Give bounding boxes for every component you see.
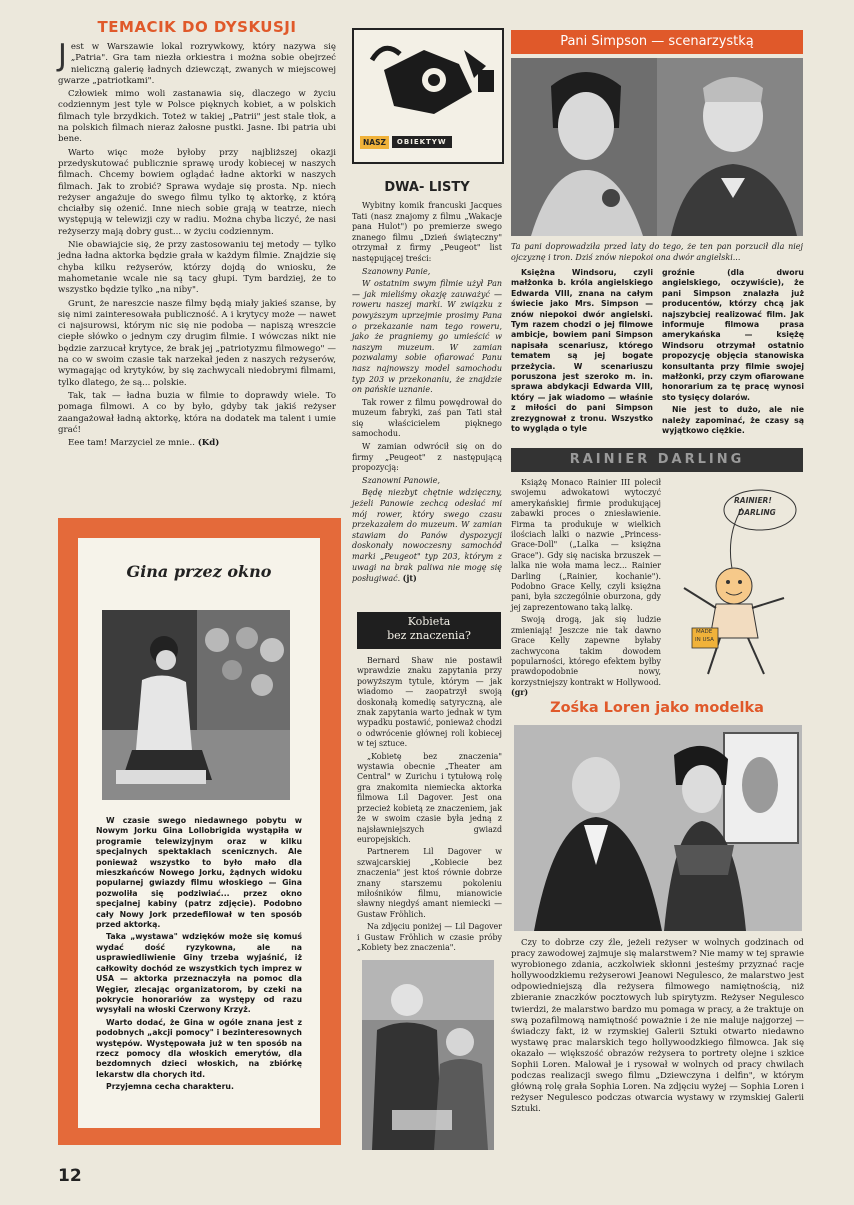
simpson-paragraph: Nie jest to dużo, ale nie należy zapominać, że czasy są wyjątkowo ciężkie. bbox=[662, 405, 804, 436]
rainier-headline: RAINIER DARLING bbox=[569, 452, 745, 467]
gina-paragraph: W czasie swego niedawnego pobytu w Nowym Jorku Gina Lollobrigida wystąpiła w programie telewizyjnym oraz w kilku specjalnych spektaklach scenicznych. Ale ponieważ wszystko to było mało dla mieszkańców Nowego Jorku, żądnych widoku popularnej gwiazdy filmu włoskiego — Gina pozwoliła się podziwiać... przez okno specjalnej kabiny (patrz zdjęcie). Podobno cały Nowy Jork przedefilował w ten sposób przed aktorką. bbox=[96, 816, 302, 930]
loren-photo-image bbox=[514, 725, 802, 931]
doll-tag-text-2: IN USA bbox=[695, 637, 714, 643]
gina-paragraph: Taka „wystawa" wdzięków może się komuś wydać dość ryzykowna, ale na usprawiedliwienie Giny trzeba wyjaśnić, iż całkowity dochód ze wszystkich tych imprez w USA — aktorka przeznaczyła na pomoc dla Węgier, zlecając organizatorom, by czeki na pokrycie honorariów za występy od razu wysyłali na włoski Czerwony Krzyż. bbox=[96, 932, 302, 1015]
temacik-paragraph: Tak, tak — ładna buzia w filmie to doprawdy wiele. To pomaga filmowi. A co by było, gdyby tak jakiś reżyser zaangażował ładną aktorkę, która na dodatek ma talent i umie grać! bbox=[58, 390, 336, 435]
letter-salutation: Szanowny Panie, bbox=[362, 266, 431, 276]
logo-part-obiektyw: OBIEKTYW bbox=[392, 136, 452, 148]
kobieta-headline-line1: Kobieta bbox=[407, 615, 451, 628]
rainier-paragraph: Swoją drogą, jak się ludzie zmieniają! Jeszcze nie tak dawno Grace Kelly zapewne byłaby zachwycona takim dowodem popularności, którego efektem byłby prawdopodobnie nowy, korzystniejszy kontrakt w Hollywood. bbox=[511, 615, 661, 687]
letter-body: Będę niezbyt chętnie wdzięczny, jeżeli Panowie zechcą odesłać mi mój rower, który swego czasu przekazałem do muzeum. W zamian stawiam do Panów dyspozycji doskonały nowoczesny samochód marki „Peugeot" typ 203, którym z uwagi na brak paliwa nie mogę się posługiwać. bbox=[352, 488, 502, 584]
temacik-signature: (Kd) bbox=[197, 438, 220, 449]
dwa-listy-paragraph: Wybitny komik francuski Jacques Tati (nasz znajomy z filmu „Wakacje pana Hulot") po premierze swego znanego filmu „Dzień świąteczny" otrzymał z firmy „Peugeot" list następującej treści: bbox=[352, 201, 502, 263]
drop-cap: J bbox=[58, 38, 67, 73]
gina-paragraph: Warto dodać, że Gina w ogóle znana jest z podobnych „akcji pomocy" i bezinteresownych występów. Występowała już w ten sposób na rzecz pomocy dla włoskich emerytów, dla bezdomnych dzieci włoskich, na zbiórkę lekarstw dla chorych itd. bbox=[96, 1017, 302, 1079]
letter-salutation: Szanowni Panowie, bbox=[362, 475, 440, 485]
temacik-paragraph: Nie obawiajcie się, że przy zastosowaniu tej metody — tylko jedna ładna aktorka będzie grała w każdym filmie. Znajdzie się chyba kilku reżyserów, którzy dojdą do wniosku, że mahometanie wcale nie są tacy głupi. Tym bardziej, że to wszystko będzie tylko „na niby". bbox=[58, 240, 336, 296]
gina-inner bbox=[78, 538, 320, 1128]
rainier-headline-bar bbox=[511, 448, 803, 472]
simpson-photo-image bbox=[511, 58, 803, 236]
loren-headline: Zośka Loren jako modelka bbox=[550, 700, 764, 716]
temacik-paragraph: Grunt, że nareszcie nasze filmy będą miały jakieś szanse, by się nimi zainteresowała publiczność. A i krytycy może — nawet ci najsurowsi, którym nic się nie podoba — napiszą wreszcie ciepłe słówko o jednym czy drugim filmie. I wówczas nikt nie będzie zarzucał krytyce, że brak jej „patriotyzmu filmowego" — na co w swoim czasie tak narzekał jeden z naszych reżyserów, wymagając od krytyków, by się zachwycali niedobrymi filmami, tylko dlatego, że są... polskie. bbox=[58, 298, 336, 388]
loren-article bbox=[511, 938, 804, 1118]
logo-part-nasz: NASZ bbox=[360, 136, 389, 149]
rainier-signature: (gr) bbox=[511, 688, 529, 698]
logo-box bbox=[352, 28, 504, 164]
simpson-headline: Pani Simpson — scenarzystką bbox=[560, 34, 754, 49]
dwa-listy-paragraph: Tak rower z filmu powędrował do muzeum fabryki, zaś pan Tati stał się właścicielem pięknego samochodu. bbox=[352, 397, 502, 439]
doll-speech-text-1: RAINIER! bbox=[734, 496, 772, 505]
kobieta-headline-box bbox=[357, 612, 501, 649]
simpson-col2 bbox=[662, 268, 804, 439]
simpson-paragraph: groźnie (dla dworu angielskiego, oczywiście), że pani Simpson znalazła już producentów, którzy chcą jak najszybciej realizować film. Jak informuje filmowa prasa amerykańska — księżę Windsoru otrzymał ostatnio propozycję objęcia stanowiska konsultanta przy filmie swojej małżonki, przy czym ofiarowane honorarium za tę pracę wynosi sto tysięcy dolarów. bbox=[662, 268, 804, 402]
rainier-paragraph: Książę Monaco Rainier III polecił swojemu adwokatowi wytoczyć amerykańskiej firmie produkującej zabawki proces o zniesławienie. Firma ta produkuje w wielkich ilościach lalki o nazwie „Princess-Grace-Doll" („Lalka — księżna Grace"). Gdy się naciska brzuszek — lalka nie woła mama lecz... Rainier Darling („Rainier, kochanie"). Podobno Grace Kelly, czyli księżna pani, była szczególnie oburzona, gdy jej zaprezentowano taką lalkę. bbox=[511, 478, 661, 612]
temacik-paragraph: Człowiek mimo woli zastanawia się, dlaczego w życiu codziennym jest tyle w Polsce pięknych kobiet, a w polskich filmach tyle brzydkich. Toteż w takiej „Patrii" jest stale tłok, a na polskich filmach nieraz żałosne pustki. Jasne. Ibi patria ubi bene. bbox=[58, 89, 336, 145]
dagover-photo-image bbox=[362, 960, 494, 1150]
loren-photo bbox=[514, 725, 802, 931]
camera-cartoon-icon bbox=[354, 30, 502, 130]
dwa-listy-headline: DWA- LISTY bbox=[384, 180, 470, 195]
doll-cartoon bbox=[664, 478, 804, 688]
gina-paragraph: Przyjemna cecha charakteru. bbox=[106, 1082, 234, 1092]
simpson-headline-bar bbox=[511, 30, 803, 54]
dwa-listy-signature: (jt) bbox=[402, 573, 417, 584]
letter-body: W ostatnim swym filmie użył Pan — jak mieliśmy okazję zauważyć — roweru naszej marki. W związku z powyższym uprzejmie prosimy Pana o przekazanie nam tego roweru, jako że pragniemy go umieścić w naszym muzeum. W zamian pozwalamy sobie ofiarować Panu nasz najnowszy model samochodu typ 203 w przekonaniu, że znajdzie on pańskie uznanie. bbox=[352, 279, 502, 395]
kobieta-paragraph: Bernard Shaw nie postawił wprawdzie znaku zapytania przy powyższym tytule, którym — jak wiadomo — zaopatrzył swoją doskonałą komedię satyryczną, ale znak zapytania warto jednak w tym wypadku postawić, ponieważ chodzi o odwrócenie głównej roli kobiecej w tej sztuce. bbox=[357, 656, 503, 749]
logo-text bbox=[360, 132, 496, 152]
simpson-col1 bbox=[511, 268, 653, 437]
gina-frame bbox=[58, 518, 341, 1145]
temacik-paragraph: Warto więc może byłoby przy najbliższej okazji przedyskutować publicznie sprawę urody kobiecej w naszych filmach. Chcemy bowiem oglądać ładne aktorki w naszych filmach. Jak to zrobić? Sprawa wydaje się prosta. Np. niech reżyser angażuje do swego filmu tylko tę aktorkę, z którą chciałby się ożenić. Inne niech sobie grają w teatrze, niech występują w telewizji czy w radiu. Można chyba liczyć, że nasi reżyserzy mają dobry gust... w życiu codziennym. bbox=[58, 147, 336, 237]
simpson-caption: Ta pani doprowadziła przed laty do tego, że ten pan porzucił dla niej ojczyznę i tron. Dziś znów niepokoi ona dwór angielski... bbox=[511, 242, 803, 262]
doll-cartoon-icon bbox=[664, 478, 804, 688]
dwa-listy-article bbox=[352, 180, 502, 587]
kobieta-paragraph: Partnerem Lil Dagover w szwajcarskiej „Kobiecie bez znaczenia" jest ktoś równie dobrze znany starszemu pokoleniu miłośników filmu, mianowicie sławny niegdyś amant niemiecki — Gustaw Fröhlich. bbox=[357, 847, 502, 919]
temacik-article bbox=[58, 18, 336, 451]
kobieta-headline-line2: bez znaczenia? bbox=[387, 629, 471, 642]
kobieta-paragraph: Na zdjęciu poniżej — Lil Dagover i Gustaw Fröhlich w czasie próby „Kobiety bez znaczenia". bbox=[357, 922, 502, 952]
temacik-headline: TEMACIK DO DYSKUSJI bbox=[97, 18, 297, 36]
kobieta-paragraph: „Kobietę bez znaczenia" wystawia obecnie „Theater am Central" w Zurichu i tytułową rolę gra znakomita niemiecka aktorka filmowa Lil Dagover. Jest ona przecież kobietą ze znaczeniem, jak że w swoim czasie była jedną z najsławniejszych gwiazd europejskich. bbox=[357, 751, 502, 844]
page-number: 12 bbox=[58, 1166, 82, 1186]
gina-photo bbox=[102, 610, 290, 800]
gina-headline: Gina przez okno bbox=[126, 562, 272, 581]
kobieta-article bbox=[357, 656, 502, 955]
doll-tag-text-1: MADE bbox=[696, 629, 713, 635]
rainier-article bbox=[511, 478, 661, 701]
doll-speech-text-2: DARLING bbox=[738, 508, 776, 517]
dagover-photo bbox=[362, 960, 494, 1150]
temacik-paragraph: Eee tam! Marzyciel ze mnie.. bbox=[68, 438, 195, 449]
simpson-photo bbox=[511, 58, 803, 236]
gina-photo-image bbox=[102, 610, 290, 800]
dwa-listy-paragraph: W zamian odwrócił się on do firmy „Peugeot" z następującą propozycją: bbox=[352, 442, 502, 473]
simpson-paragraph: Księżna Windsoru, czyli małżonka b. króla angielskiego Edwarda VIII, znana na całym świecie jako Mrs. Simpson — znów niepokoi dwór angielski. Tym razem chodzi o jej filmowe ambicje, bowiem pani Simpson napisała scenariusz, którego tematem są jej bogate przeżycia. W scenariuszu poruszona jest szeroko m. in. sprawa abdykacji Edwarda VIII, który — jak wiadomo — właśnie z miłości do pani Simpson zrezygnował z tronu. Wszystko to wygląda o tyle bbox=[511, 268, 653, 434]
temacik-paragraph: est w Warszawie lokal rozrywkowy, który nazywa się „Patria". Gra tam niezła orkiestra i można sobie obejrzeć nieliczną galerię ładnych dziewcząt, zwanych w miejscowej gwarze „patriotkami". bbox=[58, 42, 336, 86]
loren-paragraph: Czy to dobrze czy źle, jeżeli reżyser w wolnych godzinach od pracy zawodowej zajmuje się malarstwem? Nie mamy w tej sprawie wyrobionego zdania, aczkolwiek skłonni jesteśmy przyznać racje hollywoodzkiemu reżyserowi Jeanowi Negulesco, że malarstwo jest odpowiedniejszą dla reżysera filmowego namiętnością, niż zbieranie znaczków pocztowych lub spirytyzm. Reżyser Negulesco twierdzi, że malarstwo bardzo mu pomaga w pracy, a że traktuje on swą pozafilmową namiętność poważnie i że nie maluje najgorzej — świadczy fakt, iż w rzymskiej Galerii Sztuki otwarto niedawno wystawę prac malarskich tego hollywoodzkiego filmowca. Jak się okazało — większość obrazów reżysera to portrety olejne i szkice Sophii Loren. Malował je i rysował w wolnych od pracy chwilach podczas realizacji swego filmu „Dziewczyna i delfin", w którym główną rolę grała Sophia Loren. Na zdjęciu wyżej — Sophia Loren i reżyser Negulesco podczas otwarcia wystawy w rzymskiej Galerii Sztuki. bbox=[511, 938, 804, 1115]
